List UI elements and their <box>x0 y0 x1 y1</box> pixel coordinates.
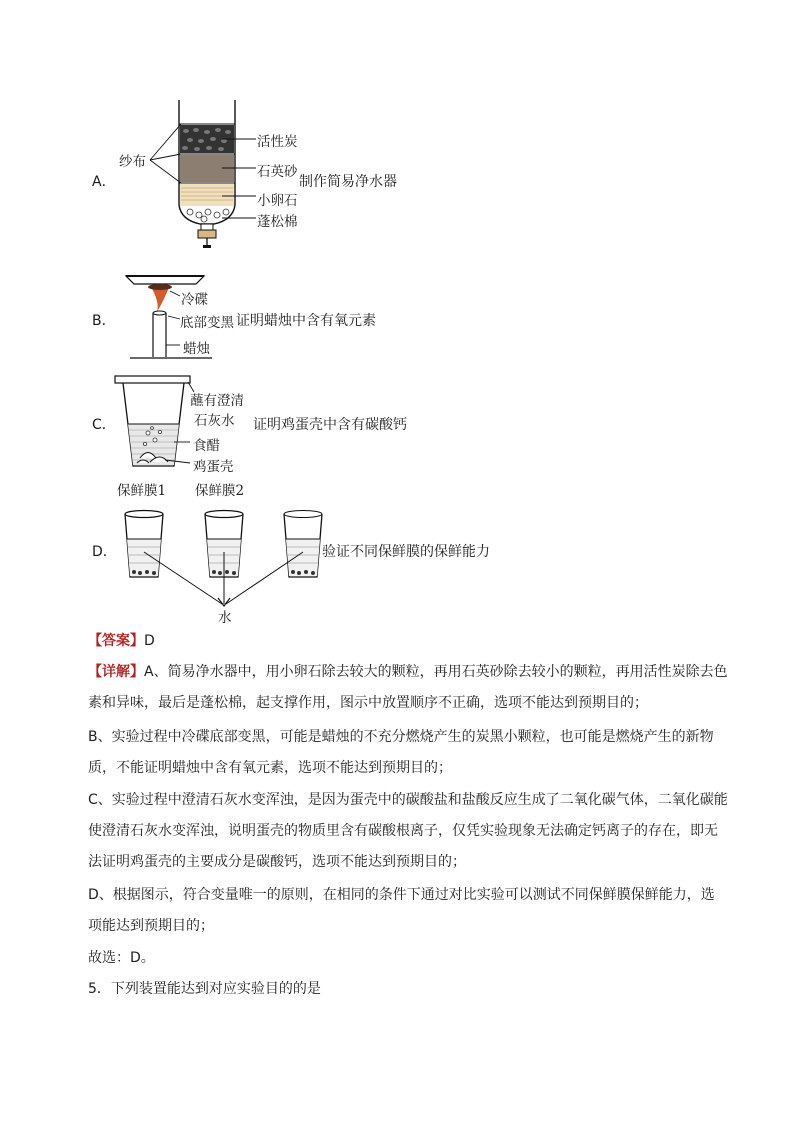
label-sand: 石英砂 <box>257 164 298 180</box>
label-film-2: 保鲜膜2 <box>195 483 245 499</box>
purpose-b: 证明蜡烛中含有氧元素 <box>236 313 376 329</box>
label-cotton: 蓬松棉 <box>257 214 298 230</box>
conclusion: 故选：D。 <box>88 950 155 966</box>
label-candle: 蜡烛 <box>183 341 210 357</box>
label-vinegar: 食醋 <box>193 438 220 454</box>
option-d-letter: D． <box>92 544 117 560</box>
option-b-letter: B． <box>92 313 116 329</box>
explanation-a <box>88 657 728 719</box>
purpose-d: 验证不同保鲜膜的保鲜能力 <box>322 544 490 560</box>
label-water: 水 <box>218 610 232 626</box>
explanation-a-text: A、简易净水器中，用小卵石除去较大的颗粒，再用石英砂除去较小的颗粒，再用活性炭除去色素和异味，最后是蓬松棉，起支撑作用，图示中放置顺序不正确，选项不能达到预期目的； <box>88 664 728 711</box>
label-eggshell: 鸡蛋壳 <box>193 459 234 475</box>
label-dish: 冷碟 <box>181 292 208 308</box>
answer-value: D <box>144 633 155 649</box>
explanation-b: B、实验过程中冷碟底部变黑，可能是蜡烛的不充分燃烧产生的炭黑小颗粒，也可能是燃烧产生的新物质，不能证明蜡烛中含有氧元素，选项不能达到预期目的； <box>88 729 714 776</box>
explanation-d: D、根据图示，符合变量唯一的原则，在相同的条件下通过对比实验可以测试不同保鲜膜保鲜能力，选项能达到预期目的； <box>88 887 715 934</box>
purpose-a: 制作简易净水器 <box>299 174 397 190</box>
option-a-letter: A． <box>92 174 116 190</box>
purpose-c: 证明鸡蛋壳中含有碳酸钙 <box>253 417 407 433</box>
label-blacken: 底部变黑 <box>180 315 234 331</box>
label-pebble: 小卵石 <box>257 193 298 209</box>
label-limewater-1: 蘸有澄清 <box>190 393 244 409</box>
answer-tag: 【答案】 <box>88 633 144 649</box>
label-carbon: 活性炭 <box>257 134 298 150</box>
label-limewater-2: 石灰水 <box>194 413 235 429</box>
explanation-c: C、实验过程中澄清石灰水变浑浊，是因为蛋壳中的碳酸盐和盐酸反应生成了二氧化碳气体，二氧化碳能使澄清石灰水变浑浊，说明蛋壳的物质里含有碳酸根离子，仅凭实验现象无法确定钙离子的存在，即无法证明鸡蛋壳的主要成分是碳酸钙，选项不能达到预期目的； <box>88 792 728 870</box>
label-cloth: 纱布 <box>119 154 146 170</box>
option-c-letter: C． <box>92 417 116 433</box>
label-film-1: 保鲜膜1 <box>117 483 167 499</box>
answer-line <box>88 626 728 657</box>
next-question: 5．下列装置能达到对应实验目的的是 <box>88 981 321 997</box>
explanation-tag: 【详解】 <box>88 664 144 680</box>
